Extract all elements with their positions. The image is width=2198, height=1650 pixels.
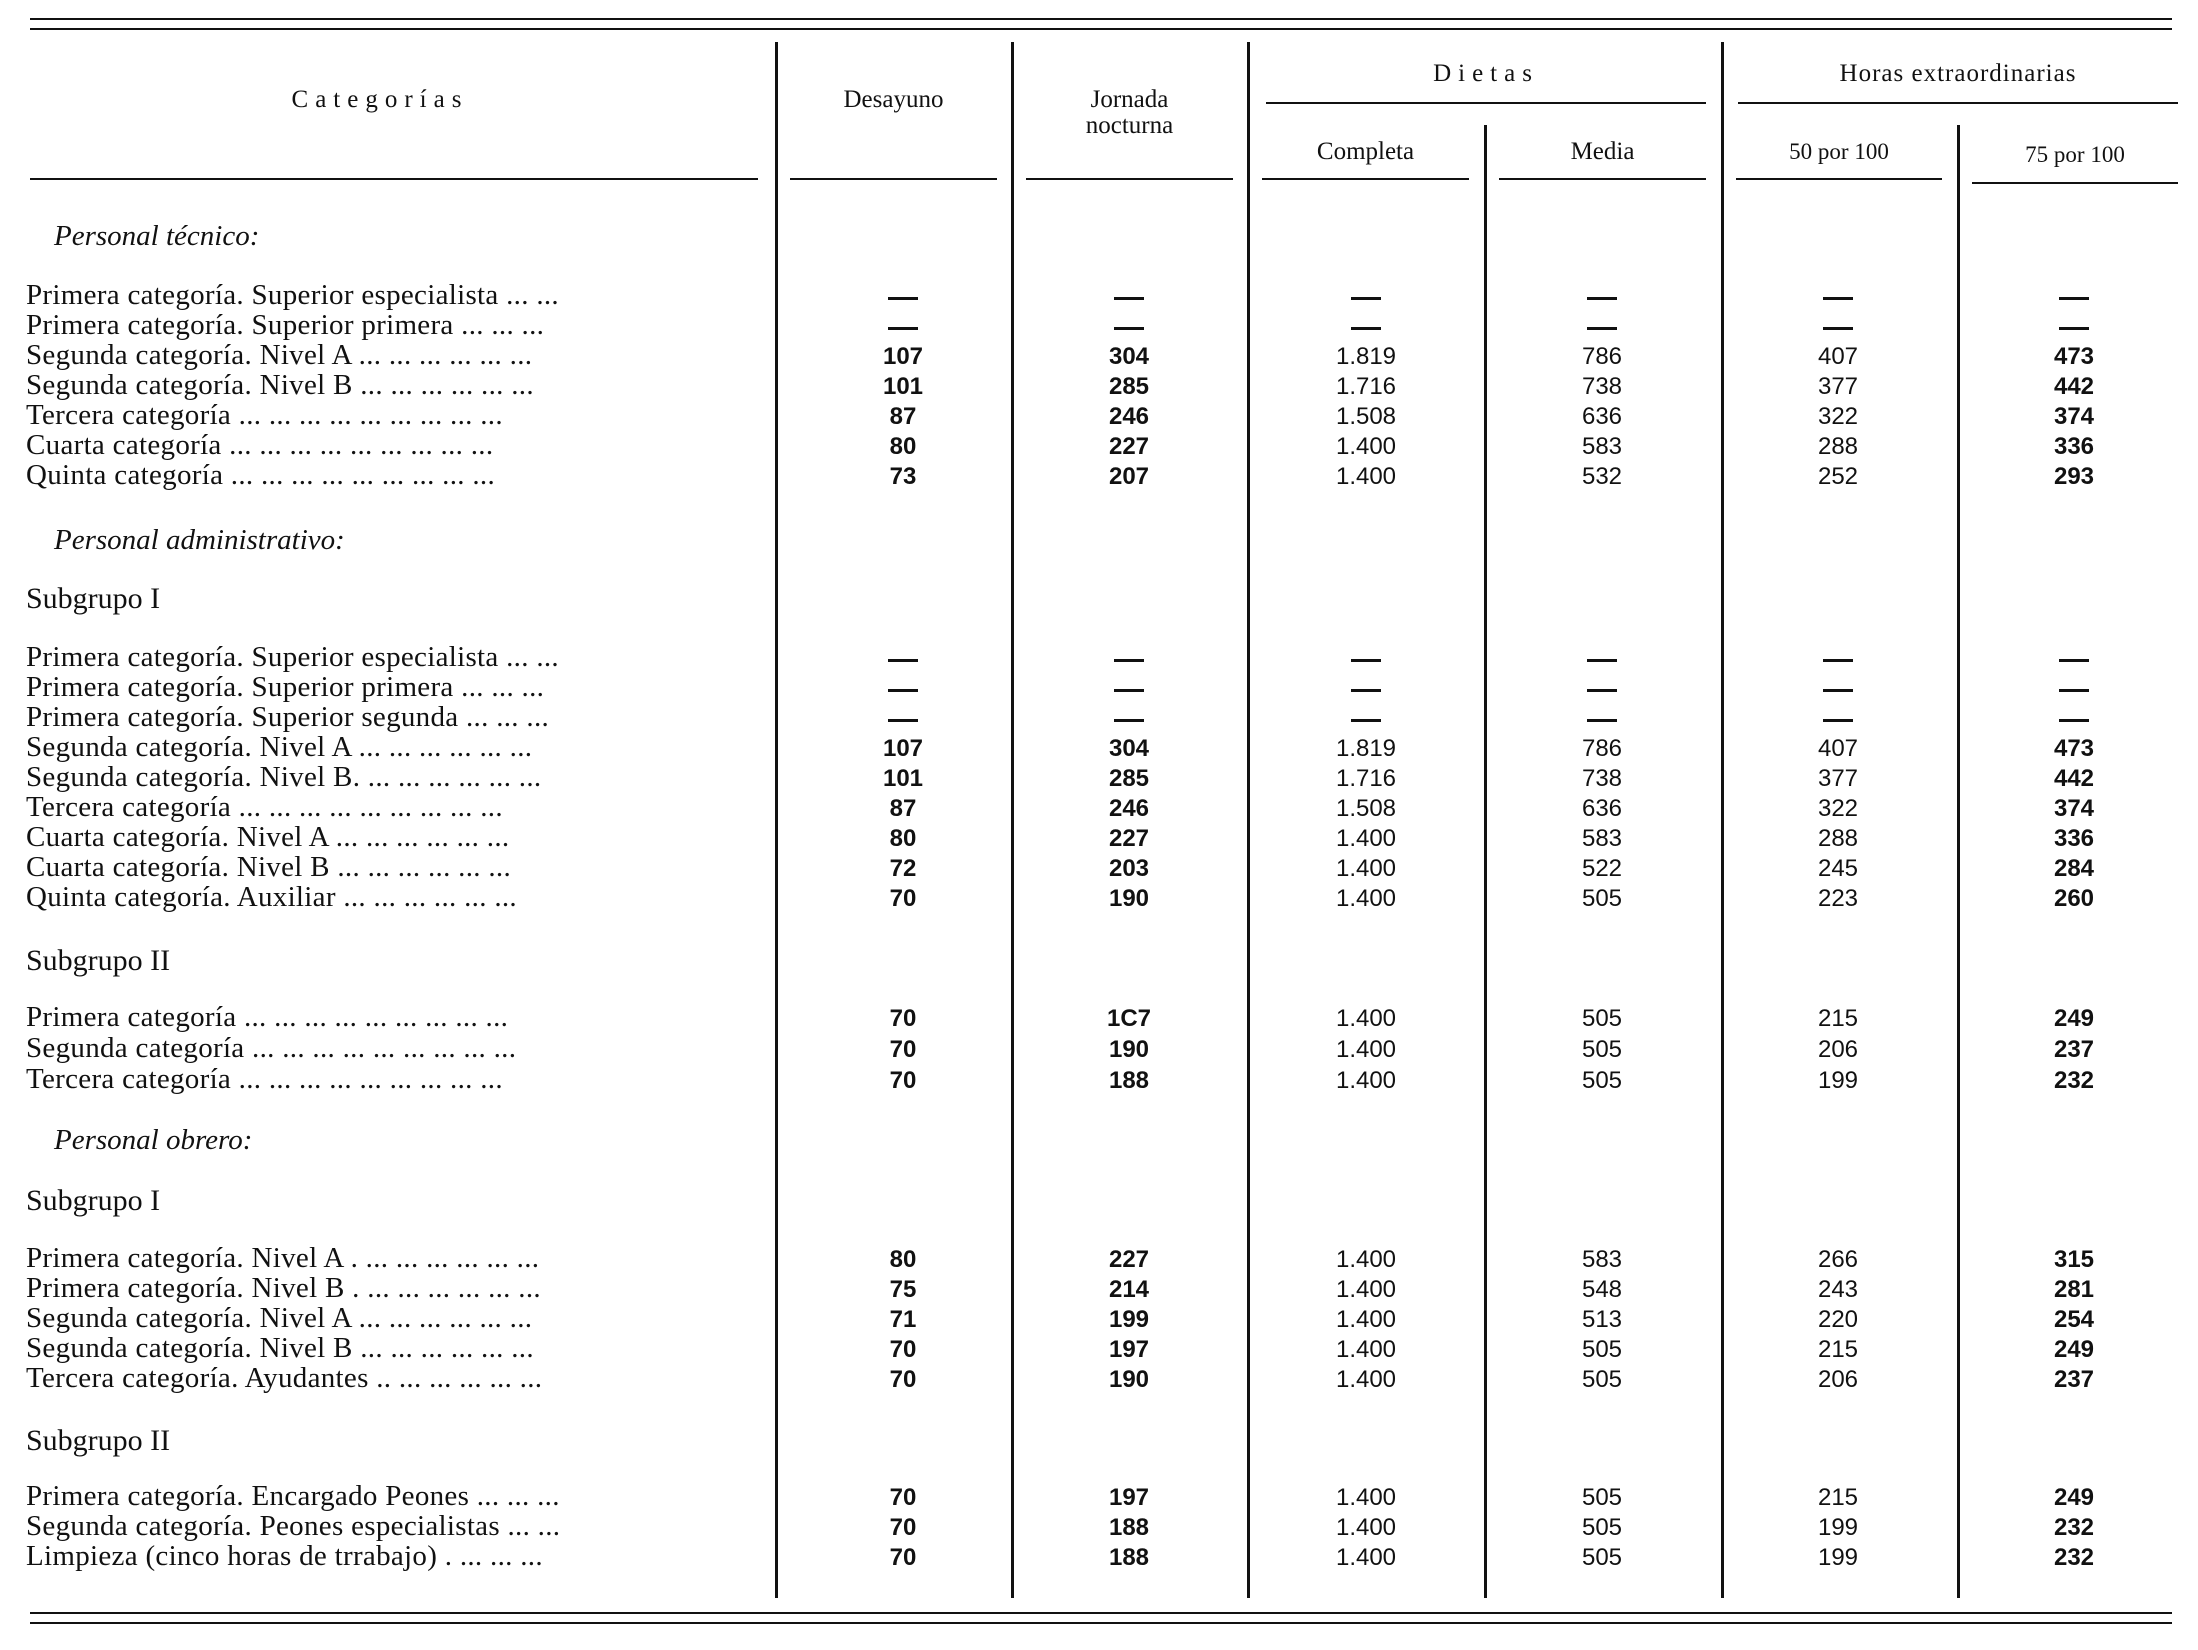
empty-value-dash bbox=[1823, 297, 1853, 300]
row-label: Segunda categoría. Nivel A ... ... ... ... ... ... bbox=[26, 339, 533, 371]
row-label: Cuarta categoría. Nivel A ... ... ... ... ... ... bbox=[26, 821, 510, 853]
table-cell: 70 bbox=[889, 1036, 917, 1063]
row-label: Cuarta categoría ... ... ... ... ... ... ... ... ... bbox=[26, 429, 494, 461]
table-cell: 1.400 bbox=[1335, 463, 1397, 490]
table-cell: 190 bbox=[1108, 1036, 1150, 1063]
table-cell: 260 bbox=[2053, 885, 2095, 912]
empty-value-dash bbox=[1351, 297, 1381, 300]
table-cell: 254 bbox=[2053, 1306, 2095, 1333]
subgroup-obrero-1: Subgrupo I bbox=[26, 1184, 161, 1217]
table-cell: 505 bbox=[1581, 1514, 1623, 1541]
empty-value-dash bbox=[2059, 689, 2089, 692]
table-cell: 227 bbox=[1108, 1246, 1150, 1273]
empty-value-dash bbox=[1114, 719, 1144, 722]
subgroup-admin-1: Subgrupo I bbox=[26, 582, 161, 615]
table-cell: 70 bbox=[889, 1067, 917, 1094]
table-cell: 738 bbox=[1581, 373, 1623, 400]
row-label: Tercera categoría ... ... ... ... ... ... ... ... ... bbox=[26, 399, 503, 431]
empty-value-dash bbox=[1351, 719, 1381, 722]
empty-value-dash bbox=[1351, 327, 1381, 330]
table-cell: 738 bbox=[1581, 765, 1623, 792]
table-cell: 207 bbox=[1108, 463, 1150, 490]
row-label: Primera categoría. Nivel B . ... ... ... ... ... ... bbox=[26, 1272, 541, 1304]
table-cell: 513 bbox=[1581, 1306, 1623, 1333]
table-cell: 188 bbox=[1108, 1544, 1150, 1571]
table-cell: 249 bbox=[2053, 1005, 2095, 1032]
row-label: Quinta categoría ... ... ... ... ... ... ... ... ... bbox=[26, 459, 496, 491]
table-cell: 223 bbox=[1817, 885, 1859, 912]
table-cell: 473 bbox=[2053, 343, 2095, 370]
empty-value-dash bbox=[1587, 659, 1617, 662]
row-label: Segunda categoría. Nivel A ... ... ... ... ... ... bbox=[26, 731, 533, 763]
table-cell: 266 bbox=[1817, 1246, 1859, 1273]
table-cell: 786 bbox=[1581, 343, 1623, 370]
empty-value-dash bbox=[1114, 297, 1144, 300]
empty-value-dash bbox=[1823, 689, 1853, 692]
table-cell: 73 bbox=[889, 463, 917, 490]
table-cell: 281 bbox=[2053, 1276, 2095, 1303]
table-cell: 1.400 bbox=[1335, 1306, 1397, 1333]
empty-value-dash bbox=[1587, 327, 1617, 330]
table-cell: 206 bbox=[1817, 1366, 1859, 1393]
table-cell: 284 bbox=[2053, 855, 2095, 882]
table-cell: 237 bbox=[2053, 1036, 2095, 1063]
row-label: Cuarta categoría. Nivel B ... ... ... ... ... ... bbox=[26, 851, 512, 883]
empty-value-dash bbox=[888, 689, 918, 692]
table-cell: 197 bbox=[1108, 1484, 1150, 1511]
empty-value-dash bbox=[888, 297, 918, 300]
table-cell: 636 bbox=[1581, 403, 1623, 430]
table-cell: 227 bbox=[1108, 825, 1150, 852]
table-cell: 70 bbox=[889, 1005, 917, 1032]
table-cell: 87 bbox=[889, 795, 917, 822]
subgroup-admin-2: Subgrupo II bbox=[26, 944, 171, 977]
table-cell: 505 bbox=[1581, 1544, 1623, 1571]
row-label: Tercera categoría ... ... ... ... ... ... ... ... ... bbox=[26, 791, 503, 823]
empty-value-dash bbox=[1114, 659, 1144, 662]
table-cell: 1.400 bbox=[1335, 1336, 1397, 1363]
table-cell: 1.716 bbox=[1335, 373, 1397, 400]
table-cell: 71 bbox=[889, 1306, 917, 1333]
table-cell: 215 bbox=[1817, 1484, 1859, 1511]
table-cell: 75 bbox=[889, 1276, 917, 1303]
table-cell: 304 bbox=[1108, 735, 1150, 762]
table-cell: 232 bbox=[2053, 1514, 2095, 1541]
section-personal-obrero: Personal obrero: bbox=[54, 1124, 253, 1156]
row-label: Segunda categoría. Peones especialistas ... ... bbox=[26, 1510, 561, 1542]
table-cell: 107 bbox=[882, 735, 924, 762]
table-cell: 227 bbox=[1108, 433, 1150, 460]
row-label: Primera categoría. Superior especialista ... ... bbox=[26, 279, 559, 311]
table-cell: 786 bbox=[1581, 735, 1623, 762]
table-cell: 505 bbox=[1581, 885, 1623, 912]
table-cell: 636 bbox=[1581, 795, 1623, 822]
empty-value-dash bbox=[1823, 327, 1853, 330]
empty-value-dash bbox=[2059, 297, 2089, 300]
row-label: Primera categoría. Encargado Peones ... ... ... bbox=[26, 1480, 560, 1512]
empty-value-dash bbox=[2059, 327, 2089, 330]
table-cell: 293 bbox=[2053, 463, 2095, 490]
header-media: Media bbox=[1570, 138, 1635, 165]
row-label: Tercera categoría ... ... ... ... ... ... ... ... ... bbox=[26, 1063, 503, 1095]
table-cell: 336 bbox=[2053, 433, 2095, 460]
table-cell: 1.400 bbox=[1335, 1514, 1397, 1541]
table-cell: 473 bbox=[2053, 735, 2095, 762]
header-jornada-line2: nocturna bbox=[1085, 112, 1174, 139]
table-cell: 70 bbox=[889, 1484, 917, 1511]
table-cell: 80 bbox=[889, 1246, 917, 1273]
row-label: Segunda categoría. Nivel B. ... ... ... ... ... ... bbox=[26, 761, 542, 793]
table-cell: 237 bbox=[2053, 1366, 2095, 1393]
table-cell: 188 bbox=[1108, 1514, 1150, 1541]
empty-value-dash bbox=[1587, 689, 1617, 692]
table-cell: 505 bbox=[1581, 1484, 1623, 1511]
table-cell: 304 bbox=[1108, 343, 1150, 370]
table-cell: 249 bbox=[2053, 1336, 2095, 1363]
table-cell: 107 bbox=[882, 343, 924, 370]
empty-value-dash bbox=[2059, 719, 2089, 722]
table-cell: 442 bbox=[2053, 373, 2095, 400]
row-label: Primera categoría ... ... ... ... ... ... ... ... ... bbox=[26, 1001, 509, 1033]
table-cell: 377 bbox=[1817, 765, 1859, 792]
table-cell: 322 bbox=[1817, 795, 1859, 822]
table-cell: 215 bbox=[1817, 1336, 1859, 1363]
table-cell: 80 bbox=[889, 433, 917, 460]
table-cell: 407 bbox=[1817, 343, 1859, 370]
table-cell: 215 bbox=[1817, 1005, 1859, 1032]
table-cell: 1.400 bbox=[1335, 1484, 1397, 1511]
table-cell: 243 bbox=[1817, 1276, 1859, 1303]
header-jornada-line1: Jornada bbox=[1090, 86, 1169, 113]
header-50-por-100: 50 por 100 bbox=[1789, 139, 1889, 164]
table-cell: 199 bbox=[1817, 1514, 1859, 1541]
header-desayuno: Desayuno bbox=[843, 86, 944, 113]
table-cell: 583 bbox=[1581, 825, 1623, 852]
row-label: Segunda categoría. Nivel B ... ... ... ... ... ... bbox=[26, 1332, 534, 1364]
table-cell: 188 bbox=[1108, 1067, 1150, 1094]
table-cell: 288 bbox=[1817, 825, 1859, 852]
table-cell: 70 bbox=[889, 1514, 917, 1541]
table-cell: 70 bbox=[889, 1366, 917, 1393]
table-cell: 197 bbox=[1108, 1336, 1150, 1363]
row-label: Segunda categoría. Nivel B ... ... ... ... ... ... bbox=[26, 369, 534, 401]
table-cell: 505 bbox=[1581, 1067, 1623, 1094]
table-cell: 1.400 bbox=[1335, 1544, 1397, 1571]
table-cell: 1.716 bbox=[1335, 765, 1397, 792]
table-cell: 1.508 bbox=[1335, 403, 1397, 430]
table-cell: 1.400 bbox=[1335, 1276, 1397, 1303]
table-cell: 70 bbox=[889, 1336, 917, 1363]
table-cell: 199 bbox=[1108, 1306, 1150, 1333]
table-cell: 336 bbox=[2053, 825, 2095, 852]
table-cell: 1.400 bbox=[1335, 433, 1397, 460]
table-cell: 315 bbox=[2053, 1246, 2095, 1273]
table-cell: 1.508 bbox=[1335, 795, 1397, 822]
empty-value-dash bbox=[1114, 327, 1144, 330]
table-cell: 220 bbox=[1817, 1306, 1859, 1333]
empty-value-dash bbox=[1351, 689, 1381, 692]
table-cell: 232 bbox=[2053, 1544, 2095, 1571]
table-cell: 1.400 bbox=[1335, 1005, 1397, 1032]
table-cell: 285 bbox=[1108, 765, 1150, 792]
table-cell: 377 bbox=[1817, 373, 1859, 400]
table-cell: 505 bbox=[1581, 1005, 1623, 1032]
table-cell: 80 bbox=[889, 825, 917, 852]
empty-value-dash bbox=[1114, 689, 1144, 692]
empty-value-dash bbox=[1823, 659, 1853, 662]
table-cell: 232 bbox=[2053, 1067, 2095, 1094]
table-cell: 1.400 bbox=[1335, 1036, 1397, 1063]
table-cell: 548 bbox=[1581, 1276, 1623, 1303]
table-cell: 1.400 bbox=[1335, 825, 1397, 852]
row-label: Primera categoría. Superior primera ... ... ... bbox=[26, 309, 545, 341]
table-cell: 374 bbox=[2053, 403, 2095, 430]
empty-value-dash bbox=[1587, 297, 1617, 300]
header-categorias: Categorías bbox=[291, 86, 469, 113]
empty-value-dash bbox=[888, 327, 918, 330]
row-label: Limpieza (cinco horas de trrabajo) . ... ... ... bbox=[26, 1540, 543, 1572]
table-cell: 252 bbox=[1817, 463, 1859, 490]
table-cell: 1.400 bbox=[1335, 1067, 1397, 1094]
table-cell: 203 bbox=[1108, 855, 1150, 882]
table-cell: 101 bbox=[882, 373, 924, 400]
table-cell: 522 bbox=[1581, 855, 1623, 882]
table-cell: 190 bbox=[1108, 885, 1150, 912]
row-label: Quinta categoría. Auxiliar ... ... ... ... ... ... bbox=[26, 881, 517, 913]
table-cell: 288 bbox=[1817, 433, 1859, 460]
section-personal-administrativo: Personal administrativo: bbox=[54, 524, 345, 556]
header-horas-extraordinarias: Horas extraordinarias bbox=[1839, 60, 2077, 87]
table-cell: 199 bbox=[1817, 1544, 1859, 1571]
table-cell: 532 bbox=[1581, 463, 1623, 490]
table-cell: 442 bbox=[2053, 765, 2095, 792]
table-cell: 1.819 bbox=[1335, 735, 1397, 762]
empty-value-dash bbox=[1587, 719, 1617, 722]
table-cell: 249 bbox=[2053, 1484, 2095, 1511]
table-cell: 70 bbox=[889, 885, 917, 912]
table-cell: 1C7 bbox=[1106, 1005, 1152, 1032]
table-cell: 374 bbox=[2053, 795, 2095, 822]
row-label: Segunda categoría. Nivel A ... ... ... ... ... ... bbox=[26, 1302, 533, 1334]
table-cell: 246 bbox=[1108, 403, 1150, 430]
table-cell: 190 bbox=[1108, 1366, 1150, 1393]
empty-value-dash bbox=[888, 719, 918, 722]
row-label: Tercera categoría. Ayudantes .. ... ... ... ... ... bbox=[26, 1362, 543, 1394]
empty-value-dash bbox=[2059, 659, 2089, 662]
subgroup-obrero-2: Subgrupo II bbox=[26, 1424, 171, 1457]
empty-value-dash bbox=[1351, 659, 1381, 662]
header-dietas: Dietas bbox=[1433, 60, 1539, 87]
section-personal-tecnico: Personal técnico: bbox=[54, 220, 260, 252]
empty-value-dash bbox=[888, 659, 918, 662]
table-cell: 583 bbox=[1581, 433, 1623, 460]
table-cell: 407 bbox=[1817, 735, 1859, 762]
row-label: Primera categoría. Superior primera ... ... ... bbox=[26, 671, 545, 703]
table-cell: 1.819 bbox=[1335, 343, 1397, 370]
row-label: Primera categoría. Nivel A . ... ... ... ... ... ... bbox=[26, 1242, 540, 1274]
table-cell: 72 bbox=[889, 855, 917, 882]
header-completa: Completa bbox=[1316, 138, 1415, 165]
row-label: Segunda categoría ... ... ... ... ... ... ... ... ... bbox=[26, 1032, 517, 1064]
table-cell: 505 bbox=[1581, 1336, 1623, 1363]
table-cell: 1.400 bbox=[1335, 855, 1397, 882]
table-cell: 87 bbox=[889, 403, 917, 430]
row-label: Primera categoría. Superior segunda ... ... ... bbox=[26, 701, 550, 733]
table-cell: 214 bbox=[1108, 1276, 1150, 1303]
table-cell: 70 bbox=[889, 1544, 917, 1571]
table-cell: 1.400 bbox=[1335, 1246, 1397, 1273]
row-label: Primera categoría. Superior especialista ... ... bbox=[26, 641, 559, 673]
header-75-por-100: 75 por 100 bbox=[2025, 142, 2125, 167]
table-cell: 1.400 bbox=[1335, 885, 1397, 912]
table-cell: 505 bbox=[1581, 1036, 1623, 1063]
table-cell: 505 bbox=[1581, 1366, 1623, 1393]
empty-value-dash bbox=[1823, 719, 1853, 722]
table-cell: 583 bbox=[1581, 1246, 1623, 1273]
table-cell: 285 bbox=[1108, 373, 1150, 400]
table-cell: 246 bbox=[1108, 795, 1150, 822]
table-cell: 199 bbox=[1817, 1067, 1859, 1094]
table-cell: 1.400 bbox=[1335, 1366, 1397, 1393]
table-cell: 101 bbox=[882, 765, 924, 792]
table-cell: 322 bbox=[1817, 403, 1859, 430]
table-cell: 206 bbox=[1817, 1036, 1859, 1063]
table-cell: 245 bbox=[1817, 855, 1859, 882]
